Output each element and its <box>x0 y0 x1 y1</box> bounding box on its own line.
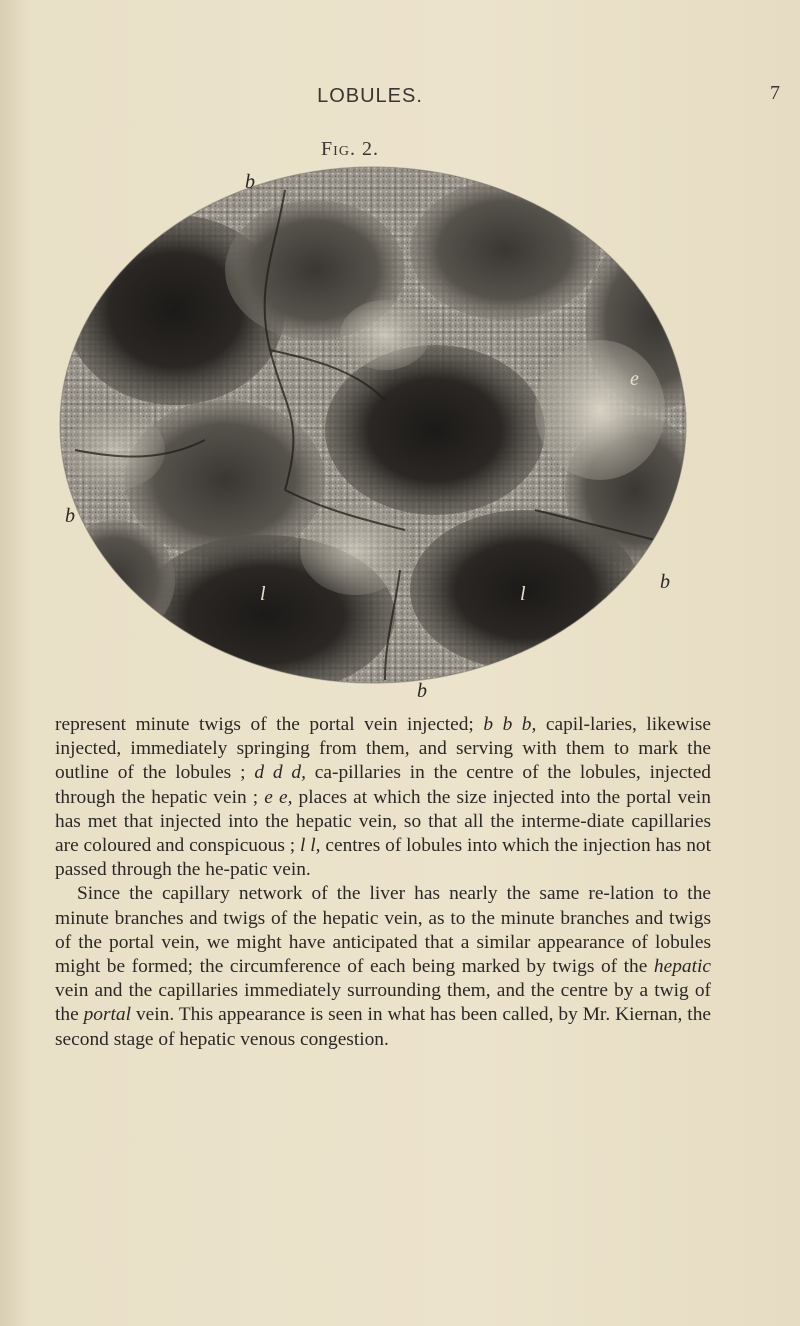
liver-lobule-illustration <box>55 160 695 700</box>
label-b-bottom: b <box>417 680 427 700</box>
body-text <box>55 713 711 1052</box>
label-l-right: l <box>520 583 526 605</box>
label-l-left: l <box>260 583 266 605</box>
label-b-top: b <box>245 171 255 193</box>
label-b-left: b <box>65 505 75 527</box>
running-title: LOBULES. <box>317 85 423 107</box>
page-number: 7 <box>770 82 780 104</box>
lobule-disc <box>55 160 695 700</box>
paragraph-figure-explanation: represent minute twigs of the portal vein injected; b b b, capil-laries, likewise injected, immediately springing from them, and serving with them to mark the outline of the lobules ; d d d, ca-pillaries in the centre of the lobules, injected through the hepatic vein ; e e, places at which the size injected into the portal vein has met that injected into the hepatic vein, so that all the interme-diate capillaries are coloured and conspicuous ; l l, centres of lobules into which the injection has not passed through the he-patic vein. <box>55 714 711 881</box>
label-e: e <box>630 368 639 390</box>
label-b-right: b <box>660 571 670 593</box>
figure-caption: Fig. 2. <box>321 138 379 160</box>
paragraph-capillary-network: Since the capillary network of the liver has nearly the same re-lation to the minute branches and twigs of the hepatic vein, as to the minute branches and twigs of the portal vein, we might have anticipated that a similar appearance of lobules might be formed; the circumference of each being marked by twigs of the hepatic vein and the capillaries immediately surrounding them, and the centre by a twig of the portal vein. This appearance is seen in what has been called, by Mr. Kiernan, the second stage of hepatic venous congestion. <box>55 883 711 1050</box>
